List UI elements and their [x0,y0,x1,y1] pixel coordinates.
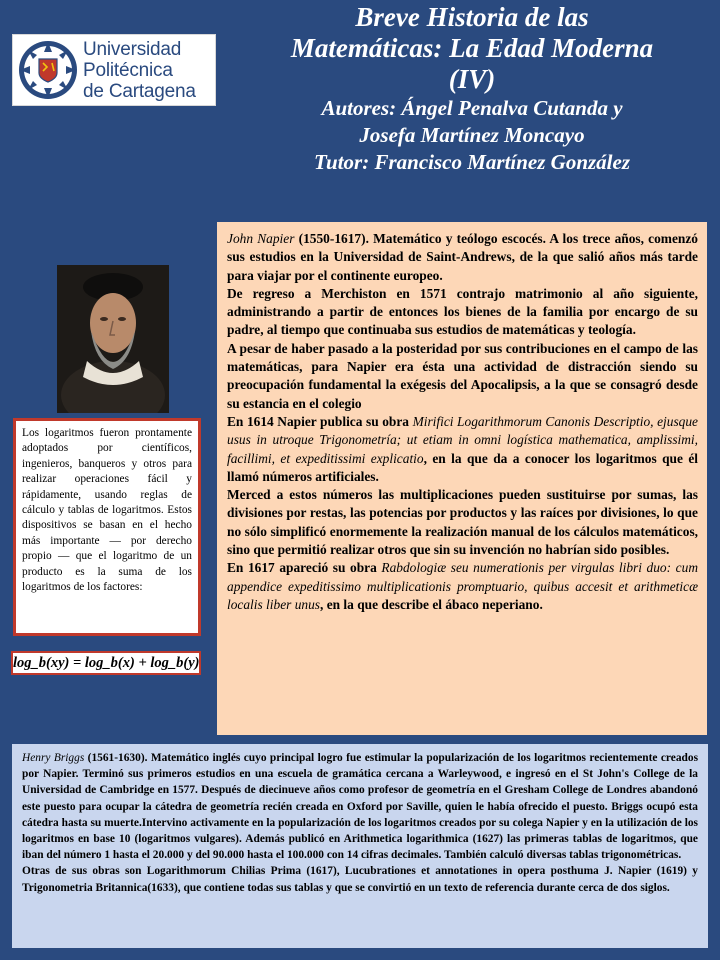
logarithms-note [13,418,201,636]
briggs-paragraph: Otras de sus obras son Logarithmorum Chilias Prima (1617), Lucubrationes et annotationes in opera posthuma J. Napier (1619) y Trigonometria Britannica(1633), que contiene todas sus tablas y que se convirtió en un texto de referencia durante cerca de dos siglos. [22,865,698,894]
work-title: Rabdologiæ seu numerationis per virgulas libri duo: cum appendice expeditissimo multiplicationis promptuario, quibus accesit et arithmeticæ localis liber unus [227,560,698,612]
briggs-paragraph: Henry Briggs (1561-1630). Matemático inglés cuyo principal logro fue estimular la popularización de los logaritmos recientemente creados por Napier. Terminó sus primeros estudios en una escuela de gramática cercana a Warleywood, e ingresó en el St John's College de la Universidad de Cambridge en 1577. Después de diecinueve años como profesor de geometría en el Gresham College de Londres abandonó este puesto para ocupar la cátedra de geometría recién creada en Oxford por Saville, quien le había ofrecido el puesto. Briggs ocupó esta cátedra hasta su muerte.Intervino activamente en la popularización de los logaritmos creados por su colega Napier y en la utilización de los logaritmos en base 10 (logaritmos vulgares). Además publicó en Arithmetica logarithmica (1627) las primeras tablas de logaritmos, que iban del número 1 hasta el 20.000 y del 90.000 hasta el 100.000 con 14 cifras decimales. También calculó diversas tablas trigonométricas. [22,752,698,862]
logarithms-note-text: Los logaritmos fueron prontamente adoptados por científicos, ingenieros, banqueros y otros para realizar operaciones fácil y rápidamente, usando reglas de cálculo y tablas de logaritmos. Estos dispositivos se basan en el hecho más importante — por derecho propio — que el logaritmo de un producto es la suma de los logaritmos de los factores: [22,427,192,594]
formula-text: log_b(xy) = log_b(x) + log_b(y) [13,655,200,671]
log-product-formula [11,651,201,675]
logo-line: Politécnica [83,59,173,81]
university-logo [12,34,216,106]
authors-line: Autores: Ángel Penalva Cutanda y [321,96,623,120]
page-title-line-3: (IV) [448,64,496,94]
page-title-line-1: Breve Historia de las [355,2,589,32]
napier-biography [217,222,707,735]
title-block [228,2,716,176]
napier-paragraph: En 1617 apareció su obra Rabdologiæ seu numerationis per virgulas libri duo: cum appendice expeditissimo multiplicationis promptuario, quibus accesit et arithmeticæ localis liber unus, en la que describe el ábaco neperiano. [227,560,698,612]
logo-line: de Cartagena [83,80,196,102]
napier-paragraph: Merced a estos números las multiplicaciones pueden sustituirse por sumas, las divisiones por restas, las potencias por productos y las raíces por divisiones, lo que no sólo simplificó enormemente la realización manual de los cálculos matemáticos, sino que permitió realizar otros que sin su invención no habrían sido posibles. [227,487,698,558]
napier-name: John Napier [227,231,295,246]
briggs-name: Henry Briggs [22,752,85,764]
authors-line-2: Josefa Martínez Moncayo [359,123,585,147]
upct-emblem-icon [17,39,79,101]
napier-portrait [57,265,169,413]
work-title: Mirifici Logarithmorum Canonis Descriptio, ejusque usus in utroque Trigonometría; ut etiam in omni logística mathematica, amplissimi, facillimi, et expeditissimi explicatio [227,413,698,466]
napier-paragraph: De regreso a Merchiston en 1571 contrajo matrimonio al año siguiente, administrando a partir de entonces los bienes de la familia por encargo de su padre, al tiempo que continuaba sus estudios de matemáticas y teología. [227,285,698,338]
napier-paragraph: A pesar de haber pasado a la posteridad por sus contribuciones en el campo de las matemáticas, para Napier era ésta una actividad de distracción siendo su preocupación fundamental la exégesis del Apocalipsis, a la que se consagró desde su estancia en el colegio [227,340,698,411]
portrait-illustration [57,265,169,413]
briggs-biography [12,744,708,948]
napier-paragraph: En 1614 Napier publica su obra Mirifici Logarithmorum Canonis Descriptio, ejusque usus in utroque Trigonometría; ut etiam in omni logística mathematica, amplissimi, facillimi, et expeditissimi explicatio, en la que da a conocer los logaritmos que él llamó números artificiales. [227,413,699,484]
napier-paragraph: John Napier (1550-1617). Matemático y teólogo escocés. A los trece años, comenzó sus estudios en la Universidad de Saint-Andrews, de la que salió años más tarde para viajar por el continente europeo. [227,231,698,283]
tutor-line: Tutor: Francisco Martínez González [313,150,630,174]
page-title-line-2: Matemáticas: La Edad Moderna [290,33,654,63]
logo-wordmark [83,39,196,102]
logo-line: Universidad [83,38,182,60]
